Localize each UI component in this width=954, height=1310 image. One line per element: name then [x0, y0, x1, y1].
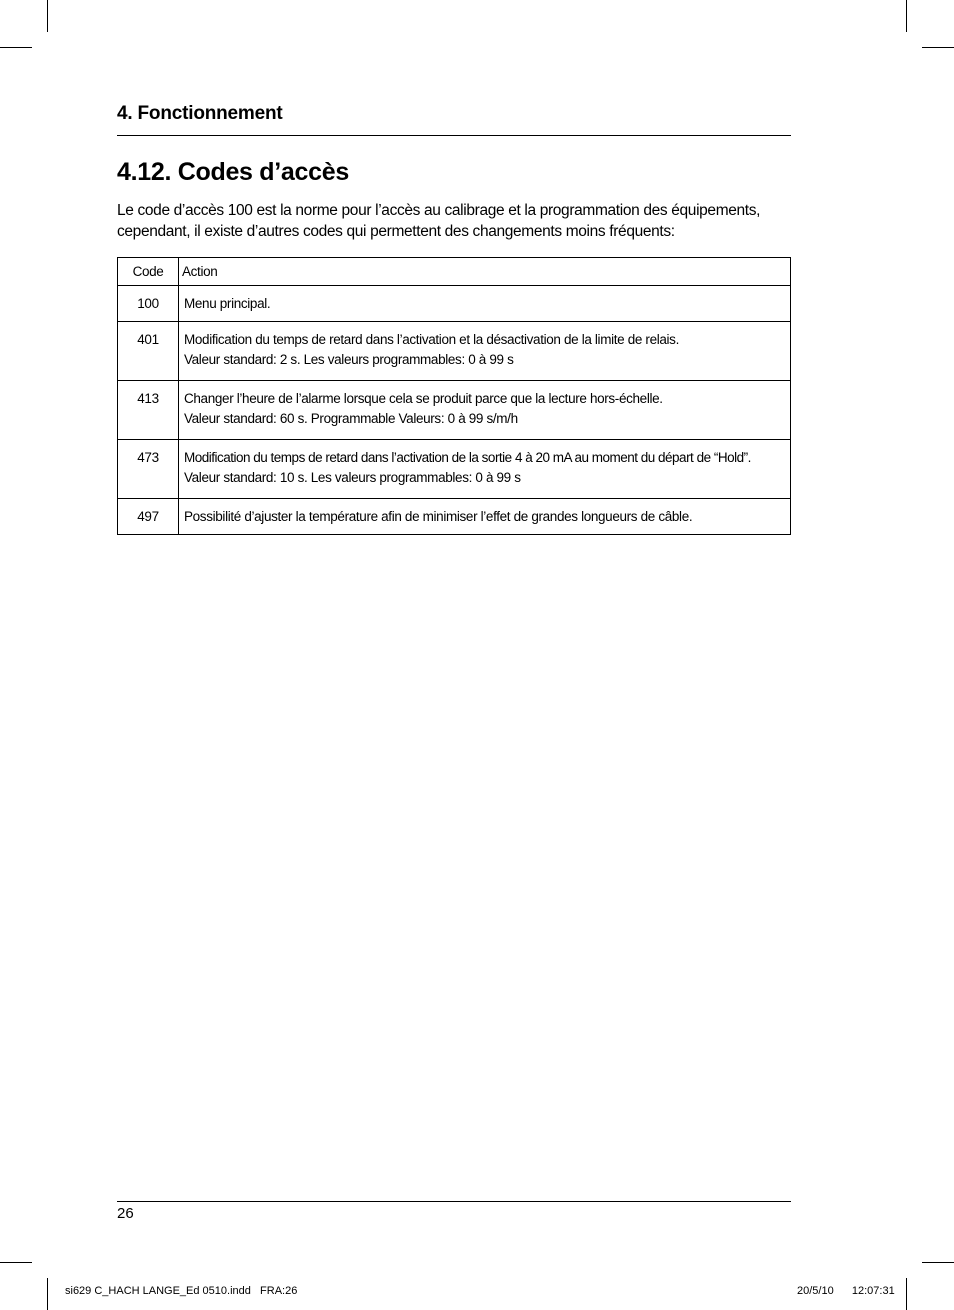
- table-header-row: [118, 258, 791, 286]
- action-line: Valeur standard: 60 s. Programmable Valeurs: 0 à 99 s/m/h: [184, 411, 518, 426]
- crop-mark: [922, 1262, 954, 1263]
- action-line: Modification du temps de retard dans l’activation et la désactivation de la limite de relais.: [184, 332, 679, 347]
- section-header: 4. Fonctionnement: [117, 103, 283, 124]
- action-cell: [179, 440, 791, 499]
- table-row: [118, 286, 791, 322]
- crop-mark: [0, 47, 32, 48]
- code-cell: 100: [118, 286, 179, 322]
- crop-mark: [47, 0, 48, 32]
- column-header-code: Code: [118, 258, 179, 286]
- action-cell: [179, 322, 791, 381]
- action-cell: [179, 499, 791, 535]
- table-row: [118, 381, 791, 440]
- code-cell: 497: [118, 499, 179, 535]
- crop-mark: [47, 1278, 48, 1310]
- crop-mark: [906, 1278, 907, 1310]
- crop-mark: [0, 1262, 32, 1263]
- action-line: Changer l’heure de l’alarme lorsque cela se produit parce que la lecture hors-échelle.: [184, 391, 663, 406]
- action-line: Modification du temps de retard dans l’activation de la sortie 4 à 20 mA au moment du départ de “Hold”.: [184, 450, 751, 465]
- print-slug-datetime: 20/5/10 12:07:31: [797, 1285, 895, 1297]
- table-row: [118, 440, 791, 499]
- crop-mark: [922, 47, 954, 48]
- code-cell: 473: [118, 440, 179, 499]
- action-line: Menu principal.: [184, 296, 271, 311]
- action-line: Valeur standard: 2 s. Les valeurs programmables: 0 à 99 s: [184, 352, 514, 367]
- action-line: Valeur standard: 10 s. Les valeurs programmables: 0 à 99 s: [184, 470, 521, 485]
- column-header-action: Action: [179, 258, 791, 286]
- crop-mark: [906, 0, 907, 32]
- table-row: [118, 499, 791, 535]
- header-rule: [117, 135, 791, 136]
- action-line: Possibilité d’ajuster la température afin de minimiser l’effet de grandes longueurs de câble.: [184, 509, 693, 524]
- print-slug-file: si629 C_HACH LANGE_Ed 0510.indd FRA:26: [65, 1285, 298, 1297]
- action-cell: [179, 381, 791, 440]
- code-cell: 413: [118, 381, 179, 440]
- table-row: [118, 322, 791, 381]
- intro-paragraph: Le code d’accès 100 est la norme pour l’accès au calibrage et la programmation des équipements, cependant, il existe d’autres codes qui permettent des changements moins fréquents:: [117, 202, 761, 240]
- page-number: 26: [117, 1205, 134, 1222]
- action-cell: [179, 286, 791, 322]
- footer-rule: [117, 1201, 791, 1202]
- subsection-title: 4.12. Codes d’accès: [117, 158, 349, 186]
- code-cell: 401: [118, 322, 179, 381]
- access-codes-table: [117, 257, 791, 535]
